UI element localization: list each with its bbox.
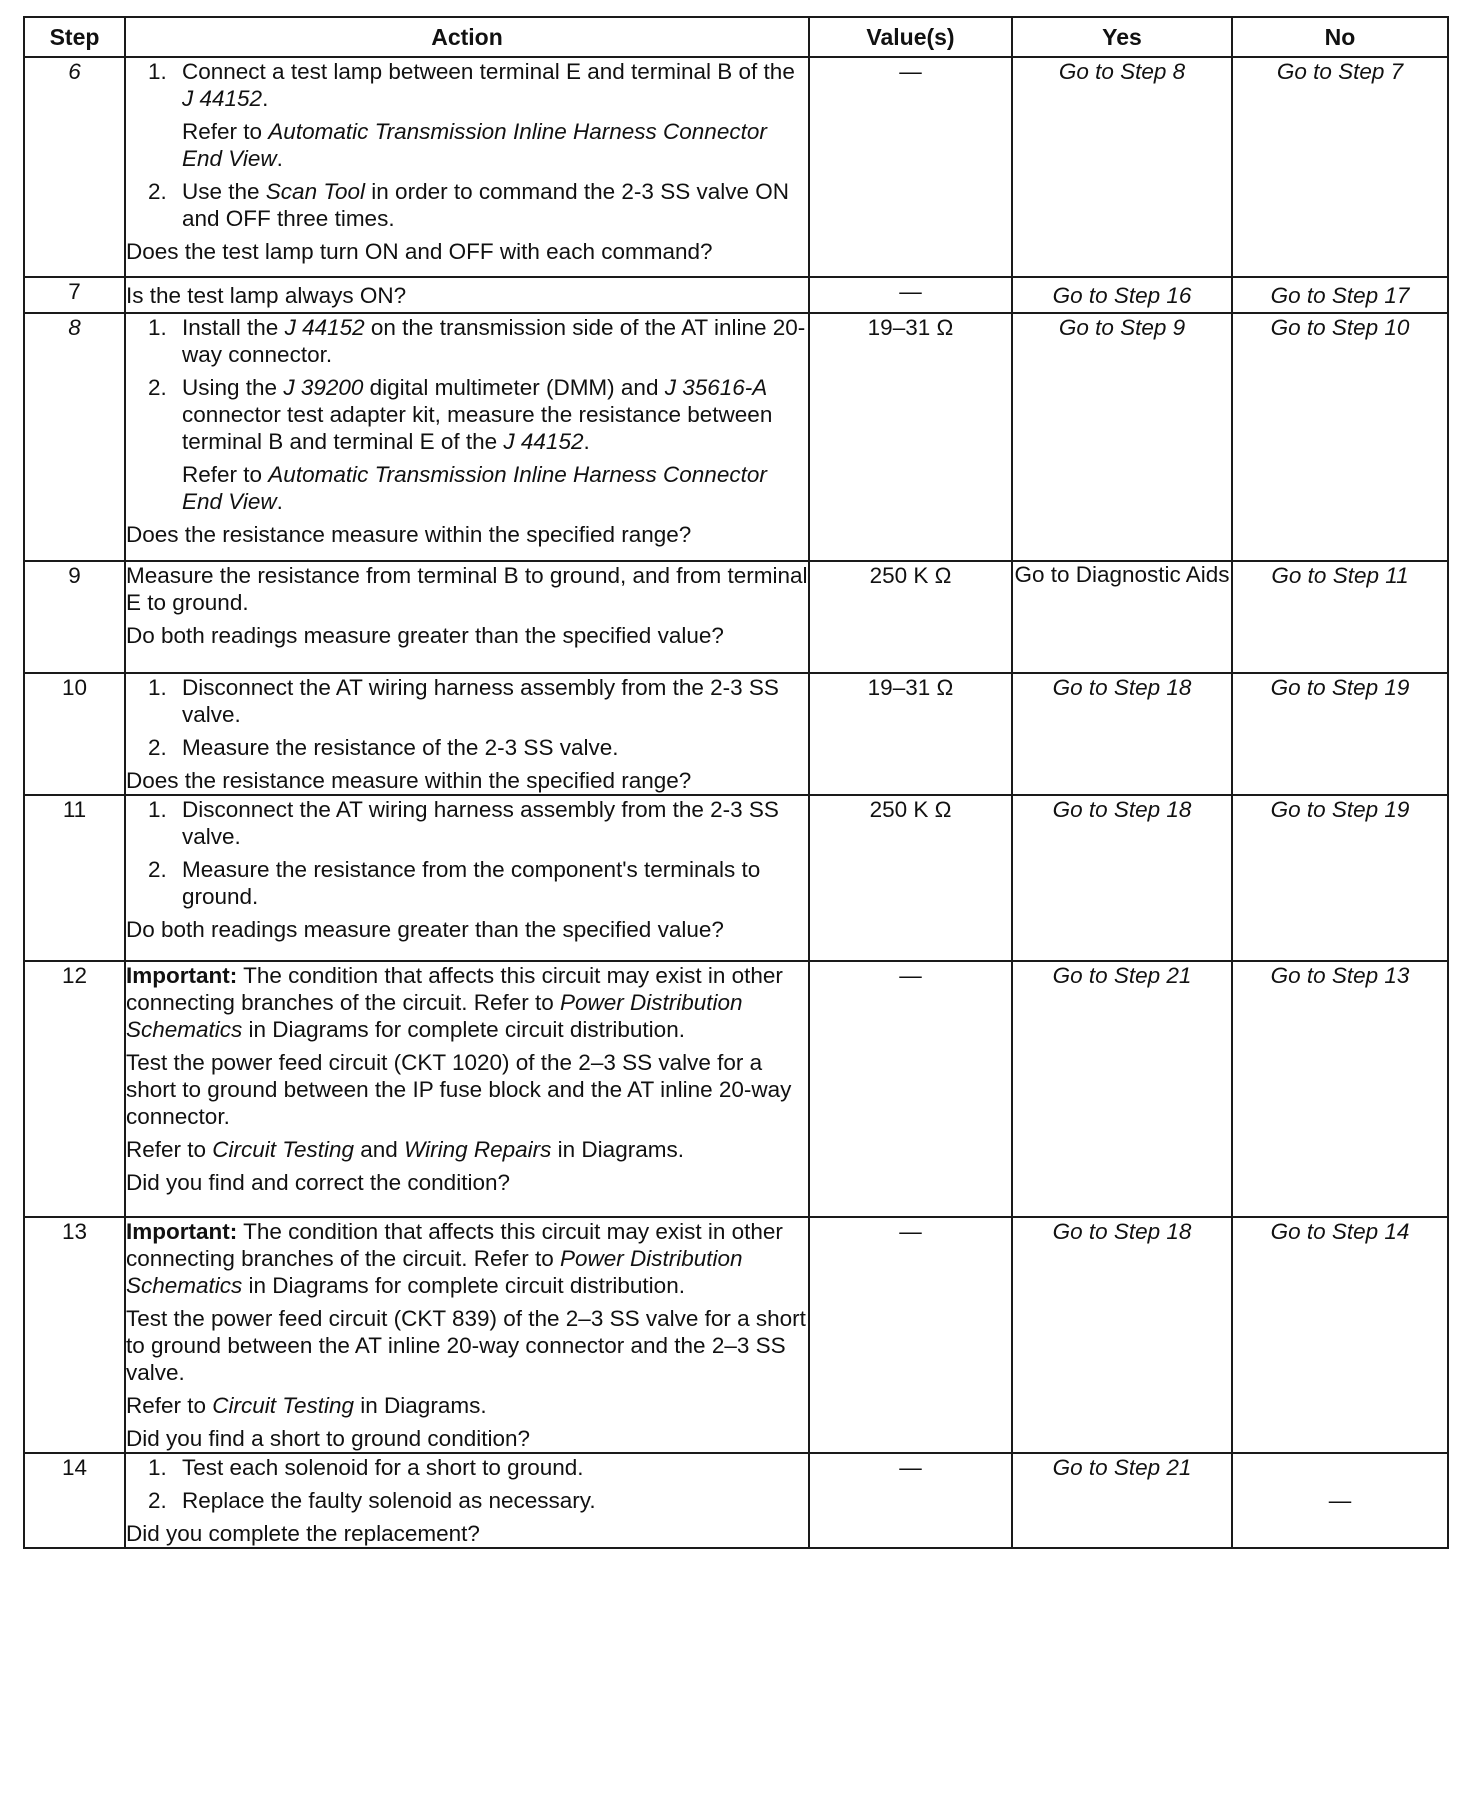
value-cell: — (809, 1217, 1012, 1453)
text-run: in Diagrams. (354, 1393, 487, 1418)
step-number: 12 (24, 961, 125, 1217)
step-number: 9 (24, 561, 125, 673)
yes-result: Go to Step 8 (1012, 57, 1232, 277)
yes-result: Go to Step 18 (1012, 673, 1232, 795)
text-run: . (262, 86, 269, 111)
table-row (24, 795, 1448, 961)
step-item-number: 1. (148, 59, 167, 84)
table-row (24, 1453, 1448, 1548)
no-result: Go to Step 7 (1232, 57, 1448, 277)
action-question: Is the test lamp always ON? (126, 283, 407, 308)
step-number: 13 (24, 1217, 125, 1453)
no-result: Go to Step 10 (1232, 313, 1448, 561)
text-run: Test the power feed circuit (CKT 839) of the 2–3 SS valve for a short to ground between the AT inline 20-way connector and the 2–3 SS valve. (126, 1306, 806, 1385)
no-result: — (1232, 1453, 1448, 1548)
action-steps (126, 314, 808, 515)
header-step: Step (24, 17, 125, 57)
no-result: Go to Step 19 (1232, 795, 1448, 961)
text-run: in Diagrams for complete circuit distribution. (242, 1273, 685, 1298)
action-question: Do both readings measure greater than the specified value? (126, 623, 724, 648)
action-steps (126, 1454, 808, 1514)
action-cell (125, 57, 809, 277)
value-cell: — (809, 961, 1012, 1217)
step-item-number: 2. (148, 1488, 167, 1513)
action-cell (125, 1217, 809, 1453)
text-run: . (276, 489, 283, 514)
action-step (126, 1487, 808, 1514)
action-steps (126, 796, 808, 910)
action-paragraph (126, 562, 808, 616)
action-step (126, 734, 808, 761)
text-run: Using the (182, 375, 284, 400)
yes-result: Go to Step 21 (1012, 1453, 1232, 1548)
italic-reference: J 44152 (284, 315, 365, 340)
text-run: in Diagrams. (551, 1137, 684, 1162)
action-paragraph (126, 1392, 808, 1419)
value-cell: 19–31 Ω (809, 673, 1012, 795)
no-result: Go to Step 19 (1232, 673, 1448, 795)
italic-reference: J 44152 (182, 86, 263, 111)
action-question: Did you complete the replacement? (126, 1521, 480, 1546)
step-item-number: 1. (148, 1455, 167, 1480)
yes-result: Go to Step 16 (1012, 277, 1232, 313)
text-run: on the transmission side of the AT inline 20-way connector. (182, 315, 806, 367)
table-row (24, 277, 1448, 313)
text-run: Test the power feed circuit (CKT 1020) of the 2–3 SS valve for a short to ground between the IP fuse block and the AT inline 20-way connector. (126, 1050, 792, 1129)
italic-reference: Circuit Testing (212, 1137, 355, 1162)
action-step (126, 374, 808, 455)
text-run: connector test adapter kit, measure the resistance between terminal B and terminal E of the (182, 402, 773, 454)
action-question: Does the resistance measure within the specified range? (126, 522, 692, 547)
value-cell: 250 K Ω (809, 561, 1012, 673)
action-paragraph (126, 962, 808, 1043)
italic-reference: Wiring Repairs (404, 1137, 552, 1162)
italic-reference: Automatic Transmission Inline Harness Connector End View (182, 462, 767, 514)
yes-result: Go to Step 18 (1012, 795, 1232, 961)
step-number: 7 (24, 277, 125, 313)
no-result: Go to Step 13 (1232, 961, 1448, 1217)
action-steps (126, 58, 808, 232)
value-cell: — (809, 277, 1012, 313)
table-row (24, 673, 1448, 795)
step-item-number: 1. (148, 315, 167, 340)
action-paragraph (126, 1305, 808, 1386)
text-run: Measure the resistance from terminal B to ground, and from terminal E to ground. (126, 563, 808, 615)
text-run: and (354, 1137, 405, 1162)
step-item-number: 2. (148, 179, 167, 204)
header-yes: Yes (1012, 17, 1232, 57)
text-run: digital multimeter (DMM) and (363, 375, 665, 400)
text-run: Refer to (182, 119, 269, 144)
no-result: Go to Step 17 (1232, 277, 1448, 313)
important-label: Important: (126, 963, 238, 988)
value-cell: 19–31 Ω (809, 313, 1012, 561)
action-step (126, 1454, 808, 1481)
italic-reference: Scan Tool (265, 179, 366, 204)
yes-result: Go to Step 18 (1012, 1217, 1232, 1453)
table-row (24, 561, 1448, 673)
action-step (126, 674, 808, 728)
important-label: Important: (126, 1219, 238, 1244)
italic-reference: Power Distribution Schematics (126, 990, 743, 1042)
table-row (24, 1217, 1448, 1453)
action-step (126, 856, 808, 910)
value-cell: 250 K Ω (809, 795, 1012, 961)
action-question: Do both readings measure greater than the specified value? (126, 917, 724, 942)
action-cell (125, 561, 809, 673)
text-run: Measure the resistance from the component's terminals to ground. (182, 857, 761, 909)
value-cell: — (809, 57, 1012, 277)
action-paragraph (126, 1218, 808, 1299)
header-row (24, 17, 1448, 57)
text-run: Refer to (126, 1137, 213, 1162)
step-number: 8 (24, 313, 125, 561)
header-values: Value(s) (809, 17, 1012, 57)
step-number: 11 (24, 795, 125, 961)
yes-result: Go to Step 9 (1012, 313, 1232, 561)
header-no: No (1232, 17, 1448, 57)
step-number: 14 (24, 1453, 125, 1548)
action-steps (126, 674, 808, 761)
action-paragraph (126, 1136, 808, 1163)
action-question: Does the resistance measure within the specified range? (126, 768, 692, 793)
text-run: Replace the faulty solenoid as necessary. (182, 1488, 596, 1513)
text-run: Measure the resistance of the 2-3 SS valve. (182, 735, 619, 760)
action-step (126, 314, 808, 368)
action-note (126, 461, 808, 515)
action-question: Does the test lamp turn ON and OFF with each command? (126, 239, 713, 264)
italic-reference: J 39200 (283, 375, 364, 400)
value-cell: — (809, 1453, 1012, 1548)
action-question: Did you find and correct the condition? (126, 1170, 510, 1195)
step-item-number: 2. (148, 375, 167, 400)
step-number: 6 (24, 57, 125, 277)
header-action: Action (125, 17, 809, 57)
action-cell (125, 795, 809, 961)
action-cell (125, 1453, 809, 1548)
text-run: The condition that affects this circuit may exist in other connecting branches of the circuit. Refer to (126, 1219, 783, 1271)
text-run: The condition that affects this circuit may exist in other connecting branches of the circuit. Refer to (126, 963, 783, 1015)
italic-reference: Power Distribution Schematics (126, 1246, 743, 1298)
yes-result: Go to Step 21 (1012, 961, 1232, 1217)
table-row (24, 961, 1448, 1217)
action-note (126, 118, 808, 172)
italic-reference: J 44152 (503, 429, 584, 454)
step-item-number: 2. (148, 857, 167, 882)
text-run: in Diagrams for complete circuit distribution. (242, 1017, 685, 1042)
action-step (126, 178, 808, 232)
text-run: Disconnect the AT wiring harness assembly from the 2-3 SS valve. (182, 797, 779, 849)
table-body (24, 57, 1448, 1548)
text-run: . (276, 146, 283, 171)
text-run: Disconnect the AT wiring harness assembly from the 2-3 SS valve. (182, 675, 779, 727)
text-run: Connect a test lamp between terminal E and terminal B of the (182, 59, 795, 84)
text-run: Refer to (126, 1393, 213, 1418)
action-cell (125, 313, 809, 561)
no-result: Go to Step 11 (1232, 561, 1448, 673)
step-item-number: 1. (148, 797, 167, 822)
italic-reference: J 35616-A (664, 375, 768, 400)
text-run: Test each solenoid for a short to ground. (182, 1455, 584, 1480)
table-row (24, 57, 1448, 277)
step-item-number: 2. (148, 735, 167, 760)
text-run: Install the (182, 315, 285, 340)
text-run: . (583, 429, 590, 454)
table-row (24, 313, 1448, 561)
step-item-number: 1. (148, 675, 167, 700)
action-cell (125, 961, 809, 1217)
action-question: Did you find a short to ground condition? (126, 1426, 531, 1451)
action-cell (125, 673, 809, 795)
text-run: Use the (182, 179, 266, 204)
yes-result: Go to Diagnostic Aids (1012, 561, 1232, 673)
action-paragraph (126, 1049, 808, 1130)
italic-reference: Automatic Transmission Inline Harness Connector End View (182, 119, 767, 171)
action-cell (125, 277, 809, 313)
action-step (126, 796, 808, 850)
no-result: Go to Step 14 (1232, 1217, 1448, 1453)
italic-reference: Circuit Testing (212, 1393, 355, 1418)
action-step (126, 58, 808, 112)
text-run: Refer to (182, 462, 269, 487)
text-run: in order to command the 2-3 SS valve ON and OFF three times. (182, 179, 789, 231)
diagnostic-table (23, 16, 1449, 1549)
step-number: 10 (24, 673, 125, 795)
